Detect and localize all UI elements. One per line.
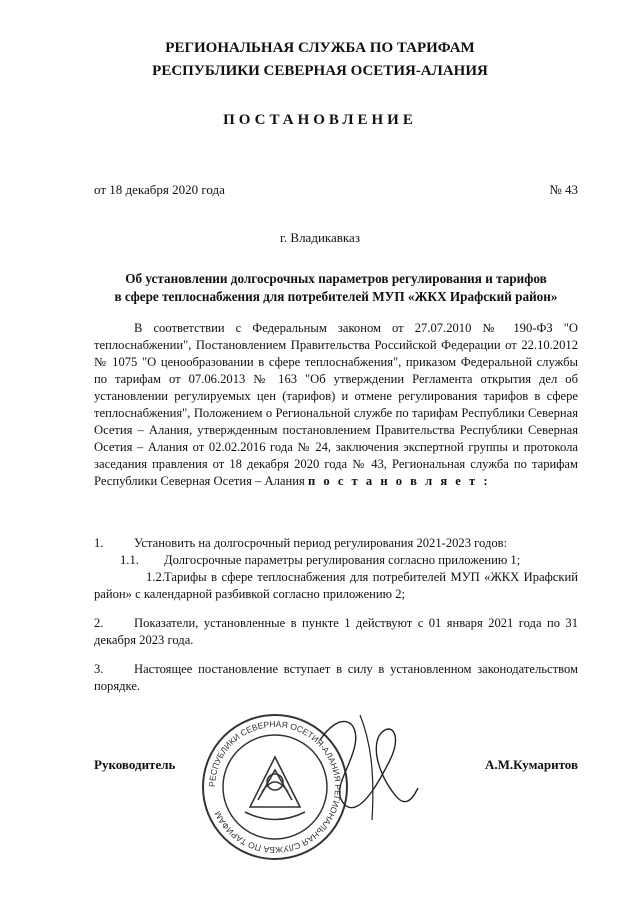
list-item: [94, 569, 578, 603]
organization-name-line2: РЕСПУБЛИКИ СЕВЕРНАЯ ОСЕТИЯ-АЛАНИЯ: [152, 63, 488, 79]
preamble-text: В соответствии с Федеральным законом от 27.07.2010 № 190-ФЗ "О теплоснабжении", Постановлением Правительства Российской Федерации от 22.10.2012 № 1075 "О ценообразовании в сфере теплоснабжения", приказом Федеральной службы по тарифам от 07.06.2013 № 163 "Об утверждении Регламента открытия дел об установлении регулируемых цен (тарифов) и отмене регулирования тарифов в сфере теплоснабжения", Положением о Региональной службе по тарифам Республики Северная Осетия – Алания, утвержденным постановлением Правительства Республики Северная Осетия – Алания от 02.02.2016 года № 24, заключения экспертной группы и протокола заседания правления от 18 декабря 2020 года № 43, Региональная служба по тарифам Республики Северная Осетия – Алания: [94, 321, 578, 488]
item-number: 1.1.: [120, 553, 139, 567]
item-number: 1.: [94, 536, 104, 550]
item-number: 3.: [94, 662, 104, 676]
document-number: № 43: [549, 182, 578, 197]
subject-line2: в сфере теплоснабжения для потребителей МУП «ЖКХ Ирафский район»: [114, 289, 558, 304]
document-date: от 18 декабря 2020 года: [94, 182, 225, 197]
svg-text:РЕСПУБЛИКИ СЕВЕРНАЯ ОСЕТИЯ-АЛА: РЕСПУБЛИКИ СЕВЕРНАЯ ОСЕТИЯ-АЛАНИЯ РЕГИОНАЛЬНАЯ СЛУЖБА ПО ТАРИФАМ: [206, 718, 344, 856]
list-item: [94, 661, 578, 695]
item-text: Долгосрочные параметры регулирования согласно приложению 1;: [164, 553, 521, 567]
subject-line1: Об установлении долгосрочных параметров регулирования и тарифов: [125, 271, 547, 286]
resolution-items: [94, 535, 578, 695]
preamble-paragraph: [94, 320, 578, 490]
item-number: 2.: [94, 616, 104, 630]
document-city: г. Владикавказ: [280, 230, 360, 245]
list-item: [94, 552, 578, 569]
item-text: Показатели, установленные в пункте 1 действуют с 01 января 2021 года по 31 декабря 2023 года.: [94, 616, 578, 647]
organization-name-line1: РЕГИОНАЛЬНАЯ СЛУЖБА ПО ТАРИФАМ: [165, 40, 475, 56]
resolves-word: п о с т а н о в л я е т :: [307, 474, 491, 488]
item-text: Установить на долгосрочный период регулирования 2021-2023 годов:: [134, 536, 508, 550]
signatory-title: Руководитель: [94, 757, 176, 772]
handwritten-signature: [300, 700, 430, 830]
list-item: [94, 535, 578, 552]
item-text: Тарифы в сфере теплоснабжения для потребителей МУП «ЖКХ Ирафский район» с календарной разбивкой согласно приложению 2;: [94, 570, 578, 601]
signatory-name: А.М.Кумаритов: [485, 757, 578, 772]
list-item: [94, 615, 578, 649]
item-number: 1.2.: [146, 570, 165, 584]
document-type-title: ПОСТАНОВЛЕНИЕ: [223, 112, 417, 128]
document-subject: [94, 270, 578, 306]
item-text: Настоящее постановление вступает в силу в установленном законодательством порядке.: [94, 662, 578, 693]
